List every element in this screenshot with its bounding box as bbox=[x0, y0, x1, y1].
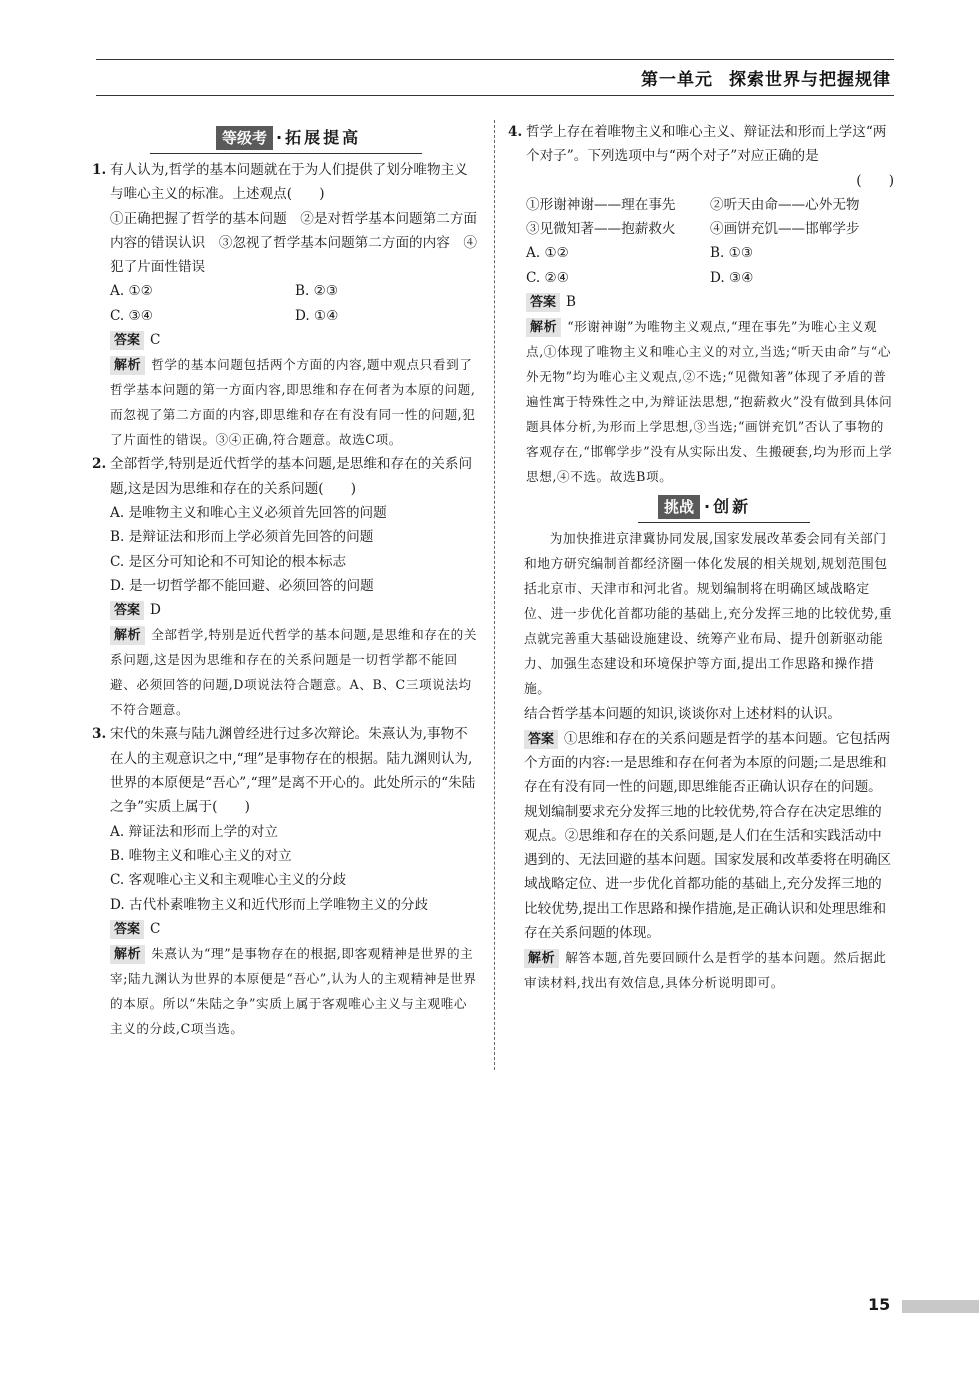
analysis-tag: 解析 bbox=[524, 949, 559, 968]
question-number: 4. bbox=[508, 124, 523, 140]
answer-value: D bbox=[150, 602, 161, 619]
header-rule bbox=[96, 95, 894, 96]
section-title: ·创新 bbox=[704, 497, 752, 517]
analysis-row bbox=[526, 314, 894, 489]
answer-tag: 答案 bbox=[526, 293, 560, 312]
question-items: ①正确把握了哲学的基本问题 ②是对哲学基本问题第二方面内容的错误认识 ③忽视了哲学基本问题第二方面的内容 ④犯了片面性错误 bbox=[110, 210, 478, 276]
question-stem: 哲学上存在着唯物主义和唯心主义、辩证法和形而上学这“两个对子”。下列选项中与“两个对子”对应正确的是 bbox=[526, 124, 887, 165]
option-c: C. 客观唯心主义和主观唯心主义的分歧 bbox=[110, 872, 347, 889]
answer-row bbox=[110, 917, 480, 941]
question-4 bbox=[508, 120, 894, 489]
answer-tag: 答案 bbox=[110, 601, 144, 620]
option-b: B. ②③ bbox=[295, 283, 339, 300]
question-number: 3. bbox=[92, 726, 107, 743]
analysis-text: 解答本题,首先要回顾什么是哲学的基本问题。然后据此审读材料,找出有效信息,具体分析说明即可。 bbox=[524, 950, 887, 991]
answer-row bbox=[524, 727, 894, 946]
option-c: C. ②④ bbox=[526, 269, 569, 286]
question-1 bbox=[92, 158, 480, 452]
question-number: 1. bbox=[92, 162, 107, 178]
analysis-text: 哲学的基本问题包括两个方面的内容,题中观点只看到了哲学基本问题的第一方面内容,即思维和存在何者为本原的问题,而忽视了第二方面的内容,即思维和存在有没有同一性的问题,犯了片面性的错误。③④正确,符合题意。故选C项。 bbox=[110, 357, 476, 448]
item-3: ③见微知著——抱薪救火 bbox=[526, 221, 676, 238]
analysis-row bbox=[110, 941, 480, 1041]
question-stem: 宋代的朱熹与陆九渊曾经进行过多次辩论。朱熹认为,事物不在人的主观意识之中,“理”是事物存在的根据。陆九渊则认为,世界的本原便是“吾心”,“理”是离不开心的。此处所示的“朱陆之争”实质上属于( ) bbox=[110, 726, 476, 816]
analysis-tag: 解析 bbox=[526, 318, 561, 337]
challenge-block bbox=[508, 527, 894, 995]
answer-tag: 答案 bbox=[110, 331, 144, 350]
answer-tag: 答案 bbox=[524, 730, 558, 749]
answer-blank: ( ) bbox=[856, 172, 894, 189]
option-a: A. ①② bbox=[526, 245, 569, 262]
item-1: ①形谢神谢——理在事先 bbox=[526, 196, 676, 213]
material-text: 为加快推进京津冀协同发展,国家发展改革委会同有关部门和地方研究编制首都经济圈一体化发展的相关规划,规划范围包括北京市、天津市和河北省。规划编制将在明确区域战略定位、进一步优化首都功能的基础上,充分发挥三地的比较优势,重点就完善重大基础设施建设、统筹产业布局、提升创新驱动能力、加强生态建设和环境保护等方面,提出工作思路和操作措施。 bbox=[524, 532, 893, 698]
option-d: D. ③④ bbox=[710, 269, 754, 286]
answer-value: C bbox=[150, 920, 161, 937]
question-number: 2. bbox=[92, 456, 107, 473]
top-rule bbox=[96, 59, 894, 60]
challenge-question: 结合哲学基本问题的知识,谈谈你对上述材料的认识。 bbox=[524, 706, 841, 723]
analysis-text: 朱熹认为“理”是事物存在的根据,即客观精神是世界的主宰;陆九渊认为世界的本原便是“吾心”,认为人的主观精神是世界的本原。所以“朱陆之争”实质上属于客观唯心主义与主观唯心主义的分歧,C项当选。 bbox=[110, 946, 477, 1037]
analysis-tag: 解析 bbox=[110, 626, 145, 645]
answer-text: ①思维和存在的关系问题是哲学的基本问题。它包括两个方面的内容:一是思维和存在何者为本原的问题;二是思维和存在有没有同一性的问题,即思维能否正确认识存在的问题。规划编制要求充分发挥三地的比较优势,符合存在决定思维的观点。②思维和存在的关系问题,是人们在生活和实践活动中遇到的、无法回避的基本问题。国家发展和改革委将在明确区域战略定位、进一步优化首都功能的基础上,充分发挥三地的比较优势,提出工作思路和操作措施,是正确认识和处理思维和存在关系问题的体现。 bbox=[524, 730, 892, 942]
page-number: 15 bbox=[868, 1295, 891, 1314]
item-2: ②听天由命——心外无物 bbox=[710, 196, 860, 213]
option-b: B. 唯物主义和唯心主义的对立 bbox=[110, 847, 292, 864]
option-b: B. ①③ bbox=[710, 245, 754, 262]
option-a: A. 辩证法和形而上学的对立 bbox=[110, 823, 278, 840]
question-stem: 全部哲学,特别是近代哲学的基本问题,是思维和存在的关系问题,这是因为思维和存在的关系问题( ) bbox=[110, 456, 473, 497]
options bbox=[110, 279, 480, 328]
answer-row bbox=[110, 328, 480, 352]
question-items bbox=[526, 193, 894, 242]
section-title: ·拓展提高 bbox=[276, 128, 362, 147]
question-3 bbox=[92, 722, 480, 1041]
options bbox=[526, 241, 894, 290]
section-heading-challenge bbox=[508, 489, 894, 527]
right-column bbox=[508, 120, 894, 995]
section-heading-extension bbox=[92, 120, 480, 158]
analysis-row bbox=[524, 945, 894, 995]
column-divider bbox=[494, 120, 495, 1070]
analysis-text: 全部哲学,特别是近代哲学的基本问题,是思维和存在的关系问题,这是因为思维和存在的关系问题是一切哲学都不能回避、必须回答的问题,D项说法符合题意。A、B、C三项说法均不符合题意。 bbox=[110, 627, 478, 718]
page-header bbox=[641, 65, 891, 90]
option-a: A. 是唯物主义和唯心主义必须首先回答的问题 bbox=[110, 504, 387, 521]
analysis-row bbox=[110, 622, 480, 722]
page-number-bar bbox=[902, 1300, 979, 1313]
option-c: C. 是区分可知论和不可知论的根本标志 bbox=[110, 553, 347, 570]
analysis-text: “形谢神谢”为唯物主义观点,“理在事先”为唯心主义观点,①体现了唯物主义和唯心主义的对立,当选;“听天由命”与“心外无物”均为唯心主义观点,②不选;“见微知著”体现了矛盾的普遍性寓于特殊性之中,为辩证法思想,“抱薪救火”没有做到具体问题具体分析,为形而上学思想,③当选;“画饼充饥”否认了事物的客观存在,“邯郸学步”没有从实际出发、生搬硬套,均为形而上学思想,④不选。故选B项。 bbox=[526, 319, 893, 485]
analysis-tag: 解析 bbox=[110, 356, 145, 375]
option-d: D. ①④ bbox=[295, 307, 339, 324]
answer-value: C bbox=[150, 332, 161, 349]
answer-value: B bbox=[566, 294, 577, 311]
analysis-row bbox=[110, 352, 480, 452]
answer-row bbox=[110, 598, 480, 622]
section-badge: 等级考 bbox=[216, 126, 273, 150]
question-2 bbox=[92, 452, 480, 722]
option-b: B. 是辩证法和形而上学必须首先回答的问题 bbox=[110, 529, 374, 546]
section-badge: 挑战 bbox=[658, 495, 700, 519]
option-d: D. 古代朴素唯物主义和近代形而上学唯物主义的分歧 bbox=[110, 896, 429, 913]
question-stem: 有人认为,哲学的基本问题就在于为人们提供了划分唯物主义与唯心主义的标准。上述观点( ) bbox=[110, 162, 468, 203]
option-c: C. ③④ bbox=[110, 307, 153, 324]
unit-title: 探索世界与把握规律 bbox=[729, 70, 891, 90]
answer-row bbox=[526, 290, 894, 314]
analysis-tag: 解析 bbox=[110, 945, 145, 964]
option-a: A. ①② bbox=[110, 283, 153, 300]
left-column bbox=[92, 120, 480, 1041]
option-d: D. 是一切哲学都不能回避、必须回答的问题 bbox=[110, 577, 374, 594]
unit-label: 第一单元 bbox=[641, 70, 713, 90]
answer-tag: 答案 bbox=[110, 920, 144, 939]
item-4: ④画饼充饥——邯郸学步 bbox=[710, 221, 860, 238]
